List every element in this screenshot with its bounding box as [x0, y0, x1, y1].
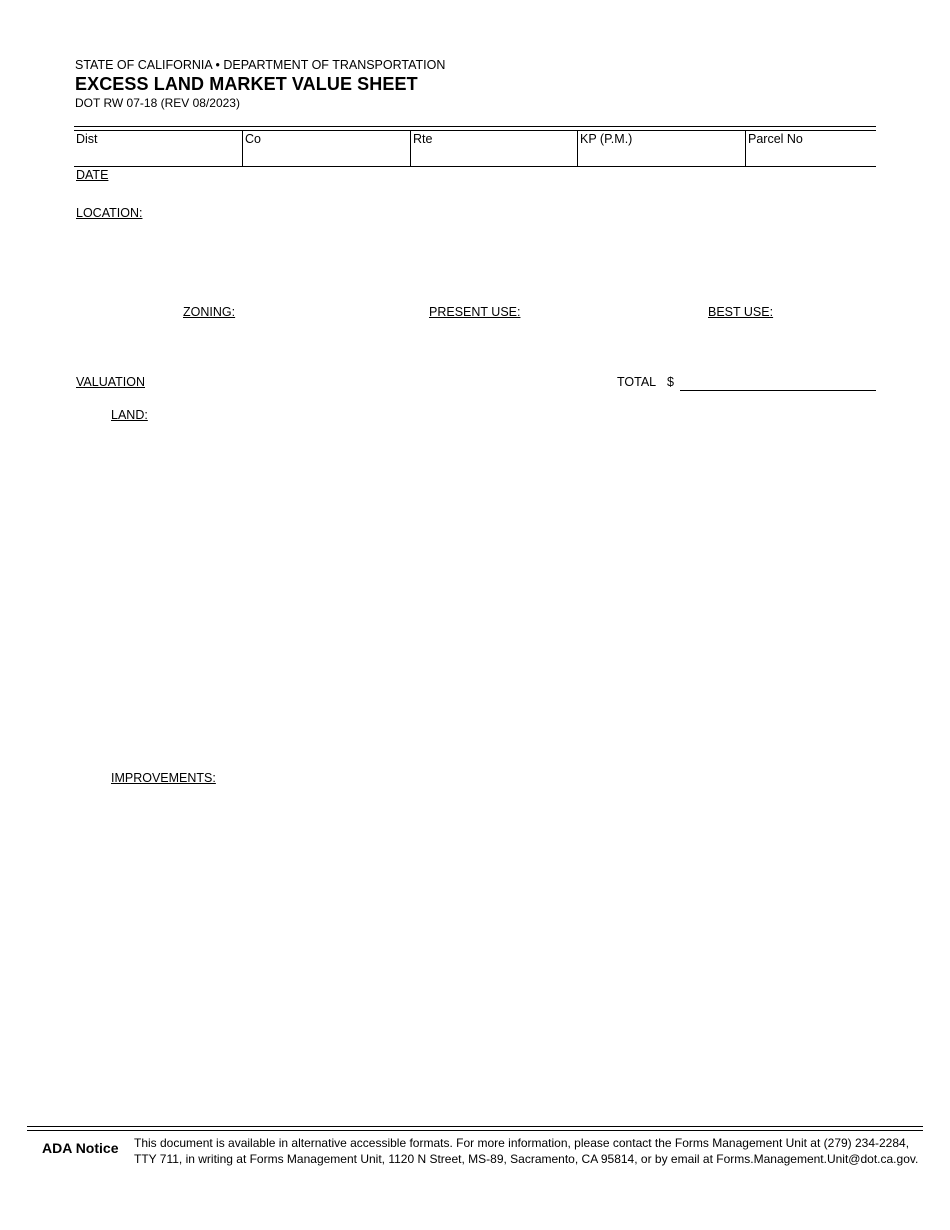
- form-number: DOT RW 07-18 (REV 08/2023): [75, 96, 240, 110]
- agency-name: STATE OF CALIFORNIA • DEPARTMENT OF TRANSPORTATION: [75, 58, 446, 72]
- total-value-line[interactable]: [680, 390, 876, 391]
- footer-rule-top: [27, 1126, 923, 1127]
- dist-label: Dist: [76, 132, 98, 146]
- location-label: LOCATION:: [76, 206, 143, 220]
- parcel-info-table: [74, 126, 876, 167]
- form-title: EXCESS LAND MARKET VALUE SHEET: [75, 74, 418, 94]
- ada-notice-label: ADA Notice: [42, 1140, 119, 1156]
- total-label: TOTAL: [617, 375, 657, 389]
- footer-rule-bottom: [27, 1130, 923, 1131]
- rte-field[interactable]: [410, 131, 577, 166]
- parcel-no-field[interactable]: [745, 131, 876, 166]
- co-field[interactable]: [242, 131, 410, 166]
- dollar-sign: $: [667, 375, 674, 389]
- parcel-no-label: Parcel No: [748, 132, 803, 146]
- land-label: LAND:: [111, 408, 148, 422]
- kp-pm-field[interactable]: [577, 131, 745, 166]
- co-label: Co: [245, 132, 261, 146]
- kp-pm-label: KP (P.M.): [580, 132, 633, 146]
- ada-notice-text: [134, 1136, 923, 1167]
- present-use-label: PRESENT USE:: [429, 305, 521, 319]
- ada-notice-line-2: TTY 711, in writing at Forms Management Unit, 1120 N Street, MS-89, Sacramento, CA 95814, or by email at Forms.Management.Unit@dot.ca.gov.: [134, 1151, 919, 1166]
- dist-field[interactable]: [74, 131, 242, 166]
- valuation-label: VALUATION: [76, 375, 145, 389]
- ada-notice-line-1: This document is available in alternative accessible formats. For more information, please contact the Forms Management Unit at (279) 234-2284,: [134, 1136, 910, 1150]
- zoning-label: ZONING:: [183, 305, 236, 319]
- improvements-label: IMPROVEMENTS:: [111, 771, 216, 785]
- best-use-label: BEST USE:: [708, 305, 774, 319]
- rte-label: Rte: [413, 132, 433, 146]
- date-label: DATE: [76, 168, 109, 182]
